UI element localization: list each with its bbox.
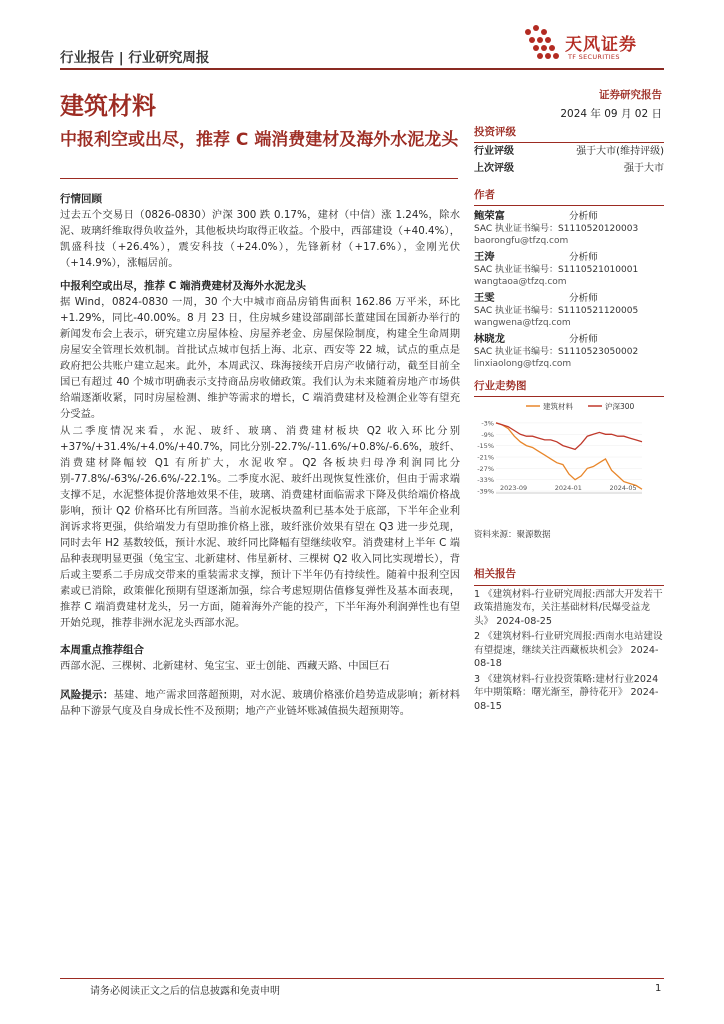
market-review-text: 过去五个交易日（0826-0830）沪深 300 跌 0.17%，建材（中信）涨 1.24%，除水泥、玻璃纤维取得负收益外，其他板块均取得正收益。个股中，西部建设（+40.4%），凯盛科技（+26.4%），震安科技（+24.0%），先锋新材（+17.6%），金刚光伏（+14.9%），涨幅居前。: [60, 209, 460, 269]
related-heading: 相关报告: [474, 568, 664, 586]
analyst-card: [474, 251, 664, 288]
legend-label: 建筑材料: [543, 402, 573, 411]
analyst-name: 王雯: [474, 292, 495, 304]
market-review-section: [60, 191, 460, 271]
analyst-email[interactable]: wangwena@tfzq.com: [474, 318, 571, 328]
y-tick-label: -33%: [477, 476, 494, 485]
analyst-email[interactable]: baorongfu@tfzq.com: [474, 236, 569, 246]
rating-heading: 投资评级: [474, 124, 664, 143]
risk-text: 基建、地产需求回落超预期，对水泥、玻璃价格涨价趋势造成影响；新材料品种下游景气度及自身成长性不及预期；地产产业链坏账减值损失超预期等。: [60, 689, 461, 717]
rating-panel: [474, 124, 664, 177]
portfolio-text: 西部水泥、三棵树、北新建材、兔宝宝、亚士创能、西藏天路、中国巨石: [60, 660, 390, 672]
analyst-sac-number: SAC 执业证书编号：S1110521010001: [474, 265, 639, 275]
analyst-email[interactable]: linxiaolong@tfzq.com: [474, 359, 572, 369]
trend-heading: 行业走势图: [474, 378, 664, 397]
report-category: 行业报告 | 行业研究周报: [60, 50, 210, 66]
legend-label: 沪深300: [605, 402, 635, 411]
y-tick-label: -3%: [481, 419, 494, 428]
q2-analysis-section: [60, 423, 460, 631]
footer-divider: [60, 978, 664, 979]
sector-title: 建筑材料: [60, 92, 156, 120]
x-tick-label: 2023-09: [500, 484, 528, 492]
risk-label: 风险提示：: [60, 689, 114, 701]
y-tick-label: -21%: [477, 453, 494, 462]
analyst-sac-number: SAC 执业证书编号：S1110523050002: [474, 347, 639, 357]
previous-rating-row: [474, 160, 664, 177]
analyst-role: 分析师: [569, 252, 598, 263]
y-tick-label: -9%: [481, 430, 494, 439]
analyst-sac-number: SAC 执业证书编号：S1110521120005: [474, 306, 639, 316]
analyst-role: 分析师: [569, 293, 598, 304]
main-view-heading: 中报利空或出尽，推荐 C 端消费建材及海外水泥龙头: [60, 280, 307, 292]
industry-rating-row: [474, 143, 664, 160]
related-report-item[interactable]: 2 《建筑材料-行业研究周报:西南水电站建设有望提速，继续关注西藏板块机会》 2024-08-18: [474, 631, 663, 669]
brand-name: 天风证券: [565, 35, 637, 55]
previous-rating-value: 强于大市: [624, 163, 664, 174]
authors-heading: 作者: [474, 187, 664, 206]
x-tick-label: 2024-01: [554, 484, 582, 492]
title-divider: [60, 178, 458, 179]
x-tick-label: 2024-05: [609, 484, 637, 492]
related-report-item[interactable]: 3 《建筑材料-行业投资策略:建材行业2024 年中期策略：曙光渐至，静待花开》 2024-08-15: [474, 673, 659, 712]
industry-trend-chart: [474, 393, 664, 515]
main-view-section: [60, 278, 460, 422]
market-review-heading: 行情回顾: [60, 193, 102, 205]
industry-rating-label: 行业评级: [474, 146, 514, 157]
risk-section: [60, 687, 460, 719]
analyst-name: 鲍荣富: [474, 210, 505, 222]
related-reports-panel: [474, 568, 664, 713]
report-type: 证券研究报告: [599, 89, 662, 101]
footer-disclaimer: 请务必阅读正文之后的信息披露和免责申明: [90, 986, 280, 997]
analyst-email[interactable]: wangtaoa@tfzq.com: [474, 277, 567, 287]
analyst-sac-number: SAC 执业证书编号：S1110520120003: [474, 224, 639, 234]
risk-paragraph: [60, 687, 460, 719]
industry-rating-value: 强于大市(维持评级): [576, 146, 664, 157]
analyst-card: [474, 292, 664, 329]
chart-source: 资料来源：聚源数据: [474, 530, 551, 540]
authors-list: [474, 210, 664, 370]
page-number: 1: [655, 983, 662, 994]
y-tick-label: -15%: [477, 442, 494, 451]
analyst-card: [474, 210, 664, 247]
y-tick-label: -39%: [477, 487, 494, 496]
analyst-card: [474, 333, 664, 370]
analyst-name: 王涛: [474, 251, 495, 263]
main-view-paragraph-1: 据 Wind，0824-0830 一周，30 个大中城市商品房销售面积 162.86 万平米，环比+1.29%，同比-40.00%。8 月 23 日，住房城乡建设部副部长董建国在国新办举行的新闻发布会上表示，研究建立房屋体检、房屋养老金、房屋保险制度，构建全生命周期房屋安全管理长效机制。首批试点城市包括上海、北京、西安等 22 城，试点的重点是政府把公共账户建立起来。此外，本周武汉、珠海接续开启房产收储行动，截至目前全国已有超过 40 个城市明确表示支持商品房收储政策。我们认为未来随着房地产市场供给端逐渐收紧，同时房屋检测、维护等需求的增长，C 端消费建材及检测企业等有望充分受益。: [60, 296, 460, 420]
main-view-paragraph-2: 从二季度情况来看，水泥、玻纤、玻璃、消费建材板块 Q2 收入环比分别+37%/+31.4%/+4.0%/+40.7%，同比分别-22.7%/-11.6%/+0.8%/-6.6%，玻纤、消费建材降幅较 Q1 有所扩大，水泥收窄。Q2 各板块归母净利润同比分别-77.8%/-63%/-26.6%/-22.1%。二季度水泥、玻纤出现恢复性涨价，但由于需求端支撑不足，水泥整体提价落地效果不佳，玻璃、消费建材面临需求下降及供给端价格战影响，预计 Q2 价格环比有所回落。当前水泥板块盈利已基本处于底部，下半年企业利润诉求将更强，供给端发力有望助推价格上涨，玻纤涨价效果有望在 Q3 进一步兑现，同时去年 H2 基数较低，预计水泥、玻纤同比降幅有望继续收窄。消费建材上半年 C 端品种表现明显更强（兔宝宝、北新建材、伟星新材、三棵树 Q2 收入同比实现增长），背后或主要系二手房成交带来的重装需求支撑，预计下半年仍有持续性。随着中报利空因素或已消除，政策催化预期有望逐渐加强，综合考虑短期估值修复弹性及基本面表现，推荐 C 端消费建材龙头，另一方面，随着海外产能的投产，下半年海外利润弹性也有望开始兑现，推荐非洲水泥龙头西部水泥。: [60, 425, 460, 629]
portfolio-heading: 本周重点推荐组合: [60, 644, 144, 656]
y-tick-label: -27%: [477, 464, 494, 473]
logo-mark-icon: [525, 25, 559, 59]
previous-rating-label: 上次评级: [474, 163, 514, 174]
analyst-name: 林晓龙: [474, 333, 505, 345]
analyst-role: 分析师: [569, 211, 598, 222]
portfolio-section: [60, 642, 460, 674]
header-divider: [60, 68, 664, 70]
brand-subtitle: TF SECURITIES: [568, 53, 620, 61]
report-date: 2024 年 09 月 02 日: [560, 108, 662, 120]
related-report-item[interactable]: 1 《建筑材料-行业研究周报:西部大开发若干政策措施发布，关注基础材料/民爆受益龙头》 2024-08-25: [474, 588, 663, 627]
report-title: 中报利空或出尽，推荐 C 端消费建材及海外水泥龙头: [60, 130, 459, 150]
analyst-role: 分析师: [569, 334, 598, 345]
authors-panel: [474, 187, 664, 370]
